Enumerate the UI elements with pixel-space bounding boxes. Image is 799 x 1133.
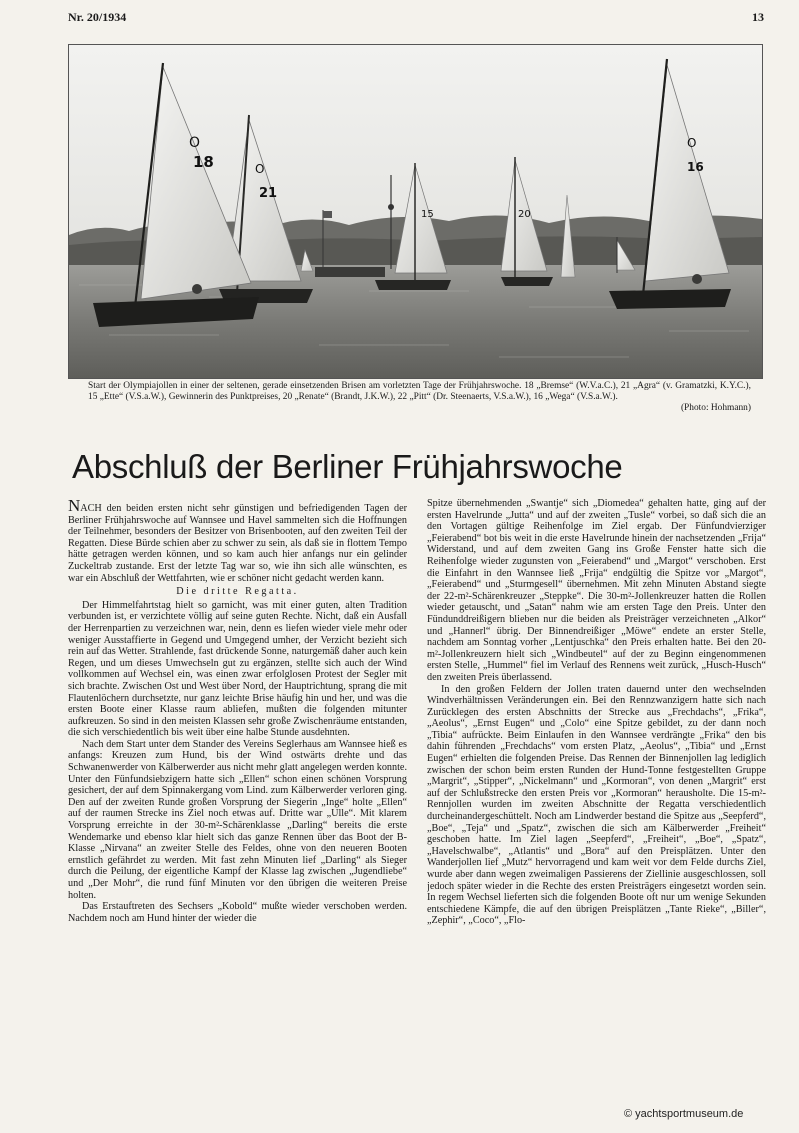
section-heading: Die dritte Regatta. (176, 586, 299, 598)
sail-symbol-16: O (687, 136, 697, 150)
watermark: © yachtsportmuseum.de (624, 1108, 744, 1120)
sail-symbol-21: O (255, 162, 265, 176)
article-column-right (427, 498, 766, 1058)
paragraph: Der Himmelfahrtstag hielt so garnicht, was mit einer guten, alten Tradition verbunden ist, er verzichtete völlig auf seine guten Rechte. Nicht, daß ein Ausfall der Herrenpartien zu verzeichnen war, nein, denn es liefen wieder viele mehr oder weniger Ausstaffierte in Gegend und Umgegend umher, der Verzicht bezieht sich rein auf das Wetter. Strahlende, fast drückende Sonne, naturgemäß daher auch kein Regen, und um dieses Umwechseln gut zu ergänzen, stellte sich auch der Wind vollkommen auf Wechsel ein, was einen zwar erfolglosen Protest der Segler mit sich brachte. Zwischen Ost und West über Nord, der Hauptrichtung, sprang die mit Flautenlöchern durchsetzte, nur ganz leichte Brise häufig hin und her, und was die ersten Boote einer Klasse raum abliefen, mußten die folgenden mitunter aufkreuzen. So sind in den meisten Klassen sehr große Zwischenräume entstanden, die sich verschiedentlich bis weit über eine halbe Stunde ausdehnten. (68, 599, 407, 739)
article-column-left (68, 500, 407, 1060)
sail-number-16: 16 (687, 160, 704, 174)
paragraph: In den großen Feldern der Jollen traten dauernd unter den wechselnden Windverhältnissen Veränderungen ein. Bei den Rennzwanzigern hatte sich nach Zurücklegen des ersten Abschnitts der Strecke aus „Frechdachs“, „Frika“, „Aeolus“, „Ernst Eugen“ und „Colo“ eine Spitze gebildet, zu der dann noch „Tibia“ aufrückte. Beim Einlaufen in den Wannsee verdrängte „Frika“ den bis dahin führenden „Frechdachs“ vom ersten Platz, „Aeolus“, „Tibia“ und „Ernst Eugen“ erhielten die folgenden Preise. Das Rennen der Binnenjollen lag lediglich zwischen der schon beim ersten Runden der Hund-Tonne festgestellten Gruppe „Margrit“, „Stipper“, „Nickelmann“ und „Kormoran“, von denen „Margrit“ erst auf der Schlußstrecke den ersten Preis vor „Kormoran“ herausholte. Die 15-m²-Rennjollen wurden im zweiten Abschnitte der Regatta verschiedentlich durcheinandergeschüttelt. Noch am Lindwerder bestand die Spitze aus „Seepferd“, „Boe“, „Teja“ und „Spatz“, zwischen die sich am Kälberwerder „Freiheit“ geschoben hatte. Im Ziel lagen „Seepferd“, „Freiheit“, „Boe“, „Spatz“, „Havelschwalbe“, „Atlantis“ und „Bora“ auf den Preisplätzen. Unter den Wanderjollen lief „Mutz“ hervorragend und kam weit vor dem Felde durchs Ziel, wurde aber dann wegen zweimaligen Passierens der Ziellinie ausgeschlossen, soll jedoch später wieder in die Rechte des ersten Preisträgers eingesetzt worden sein. In regem Wechsel lieferten sich die folgenden Boote oft nur um wenige Sekunden entschiedene Kämpfe, die auf den übrigen Preisplätzen „Tante Rieke“, „Biller“, „Zephir“, „Coco“, „Flo- (427, 683, 766, 927)
drop-cap: N (68, 500, 81, 515)
photo-credit: (Photo: Hohmann) (680, 403, 751, 414)
paragraph: Das Erstauftreten des Sechsers „Kobold“ mußte wieder verschoben werden. Nachdem noch am Hund hinter der wieder die (68, 901, 407, 924)
sail-number-15: 15 (421, 209, 434, 220)
photo-caption (88, 381, 751, 415)
regatta-photo (68, 44, 763, 379)
paragraph: Spitze übernehmenden „Swantje“ sich „Diomedea“ gehalten hatte, ging auf der ersten Havelrunde „Jutta“ und auf der zweiten „Tusle“ vorbei, so daß sich die an den Vortagen gültige Reihenfolge im Ziel ergab. Der Fünfundvierziger „Feierabend“ bot bis weit in die erste Havelrunde hinein der nachsetzenden „Frija“ Widerstand, und auf dem zweiten Gang ins Große Fenster hatte sich die Reihenfolge wieder zugunsten von „Feierabend“ und „Margot“ verschoben. Erst die Einfahrt in den Wannsee ließ „Frija“ endgültig die Spitze vor „Margot“, „Feierabend“ und „Sturmgesell“ übernehmen. Mit zehn Minuten Abstand siegte der 22-m²-Schärenkreuzer „Steppke“. Die 30-m²-Jollenkreuzer hatten die Rollen wieder getauscht, und „Satan“ nahm wie am ersten Tage den Preis. Unter den Fündunddreißigern blieben nur die beiden als Preisträger verzeichneten „Alkor“ und „Hannerl“ übrig. Der Binnendreißiger „Möwe“ endete an erster Stelle, nachdem am Sonntag vorher „Lentjuschka“ den Preis erhalten hatte. Bei den 20-m²-Jollenkreuzern hielt sich „Windbeutel“ auf der zu Beginn eingenommenen ersten Stelle, „Hummel“ fiel im Verlauf des Rennens weit zurück, „Husch-Husch“ den zweiten Preis überlassend. (427, 498, 766, 683)
sail-number-20: 20 (518, 209, 531, 220)
page-number: 13 (752, 10, 764, 24)
paragraph: NACH den beiden ersten nicht sehr günstigen und befriedigenden Tagen der Berliner Frühjahrswoche auf Wannsee und Havel sammelten sich die Hoffnungen der Teilnehmer, besonders der Besitzer von Brisenbooten, auf den zweiten Teil der Regatten. Diese Bürde schien aber zu schwer zu sein, als daß sie in flottem Tempo hätte getragen werden können, und so kam auch hier anfangs nur ein gelinder Zuckeltrab zustande. Erst der letzte Tag war so, wie ihn sich alle wünschten, es war ein Abschluß der Wettfahrten, wie er schöner nicht gedacht werden kann. (68, 500, 407, 584)
sail-number-21: 21 (259, 186, 278, 201)
article-title: Abschluß der Berliner Frühjahrswoche (72, 448, 623, 485)
paragraph: Nach dem Start unter dem Stander des Vereins Seglerhaus am Wannsee hieß es anfangs: Kreuzen zum Hund, bis der Wind ostwärts drehte und das Schwanenwerder von Kälberwerder aus nicht mehr glatt angelegen werden konnte. Unter den Fünfundsiebzigern hatte sich „Ellen“ schon einen schönen Vorsprung gesichert, der auf dem Spinnakergang vom Lind. zum Kälberwerder verloren ging. Den auf der zweiten Runde großen Vorsprung der Siegerin „Inge“ holte „Ellen“ auf der raumen Strecke ins Ziel noch etwas auf. Dritte war „Ulle“. Mit klarem Vorsprung erreichte in der 30-m²-Schärenklasse „Darling“ bereits die erste Wendemarke und ebenso klar hielt sich das ganze Rennen über das Boot der B-Klasse „Nirvana“ an zweiter Stelle des Feldes, ohne von den neueren Booten ernstlich gefährdet zu werden. Mit fast zehn Minuten lief „Darling“ als Sieger durch die Peilung, der eigentliche Kampf der Klasse lag zwischen „Jugendliebe“ und „Der Mohr“, die rund fünf Minuten vor den übrigen die weiteren Preise holten. (68, 738, 407, 901)
caption-text: Start der Olympiajollen in einer der seltenen, gerade einsetzenden Brisen am vorletzten Tage der Frühjahrswoche. 18 „Bremse“ (W.V.a.C.), 21 „Agra“ (v. Gramatzki, K.Y.C.), 15 „Ette“ (V.S.a.W.), Gewinnerin des Punktpreises, 20 „Renate“ (Brandt, J.K.W.), 22 „Pitt“ (Dr. Steenaerts, V.S.a.W.), 16 „Wega“ (V.S.a.W.). (88, 381, 751, 403)
sail-symbol-18: O (189, 135, 201, 151)
sail-number-18: 18 (193, 153, 214, 171)
issue-number: Nr. 20/1934 (68, 10, 127, 24)
